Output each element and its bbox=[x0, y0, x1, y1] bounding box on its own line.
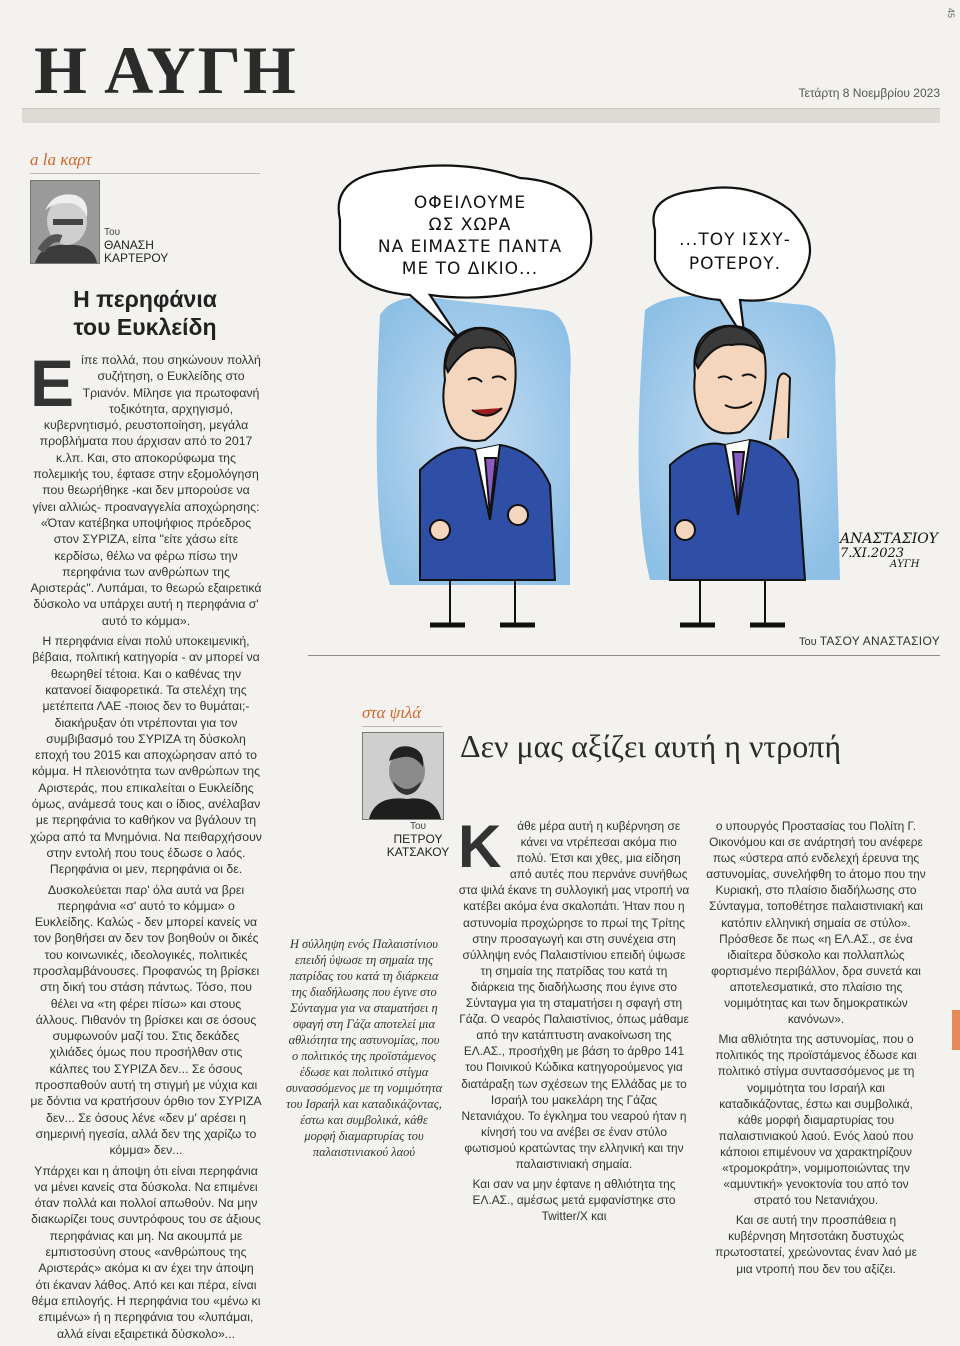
column-paragraph-1: ίπε πολλά, που σηκώνουν πολλή συζήτηση, ο Ευκλείδης στο Τριανόν. Μίλησε για πρωτοφανή τοξικότητα, αρχηγισμό, κυβερνητισμό, ρευστοποίηση, μεγάλα προβλήματα που άρχισαν από το 2017 κ.λπ. Και, στο αποκορύφωμα της πολεμικής του, έφτασε στην εξομολόγηση που θεωρήθηκε -και δεν μπορούσε να γίνει αλλιώς- προαναγγελία αποχώρησης: «Όταν κατέβηκα υποψήφιος πρόεδρος στον ΣΥΡΙΖΑ, είπα "είτε χάσω είτε κερδίσω, θέλω να φέρω πίσω την περηφάνια των ανθρώπων της Αριστεράς". Λυπάμαι, το θεωρώ εξαιρετικά δύσκολο να υπάρχει αυτή η περηφάνια σ' αυτό το κόμμα». bbox=[30, 353, 262, 628]
article-author-last-name: ΚΑΤΣΑΚΟΥ bbox=[386, 845, 450, 860]
article-column-1 bbox=[458, 813, 690, 1228]
article-author-first-name: ΠΕΤΡΟΥ bbox=[393, 831, 443, 846]
bubble-1-line-2: ΩΣ ΧΩΡΑ bbox=[428, 215, 512, 235]
masthead: Η ΑΥΓΗ bbox=[34, 32, 298, 108]
article-dropcap: Κ bbox=[458, 813, 502, 880]
column-dropcap: Ε bbox=[30, 346, 75, 420]
issue-date: Τετάρτη 8 Νοεμβρίου 2023 bbox=[798, 86, 940, 100]
column-kicker: a la καρτ bbox=[30, 150, 92, 169]
cartoon-signature-paper: ΑΥΓΗ bbox=[890, 559, 920, 571]
column-rule bbox=[30, 173, 260, 174]
author-first-name: ΘΑΝΑΣΗ bbox=[104, 237, 154, 252]
column-title-line-2: του Ευκλείδη bbox=[73, 313, 217, 340]
bubble-1-line-4: ΜΕ ΤΟ ΔΙΚΙΟ... bbox=[401, 259, 539, 279]
cartoon-credit bbox=[799, 634, 940, 648]
article-author-prefix: Του bbox=[409, 821, 427, 832]
article-col1-paragraph-2: Και σαν να μην έφτανε η αθλιότητα της ΕΛ.ΑΣ., αμέσως μετά εμφανίστηκε στο Twitter/X και bbox=[472, 1177, 676, 1224]
article-pullquote: Η σύλληψη ενός Παλαιστίνιου επειδή ύψωσε τη σημαία της πατρίδας του κατά τη διάρκεια της διαδήλωσης που έγινε στο Σύνταγμα για να σταματήσει η σφαγή στη Γάζα αποτελεί μια αθλιότητα της αστυνομίας, που ο πολιτικός της προϊστάμενος έδωσε και πολιτικό στίγμα συνασσόμενος με τη νομιμότητα του Ισραήλ και καταδικάζοντας, έστω και συμβολικά, κάθε μορφή διαμαρτυρίας του παλαιστινιακού λαού bbox=[285, 937, 443, 1159]
cartoon-signature-date: 7.XI.2023 bbox=[840, 545, 905, 561]
bubble-1-line-1: ΟΦΕΙΛΟΥΜΕ bbox=[413, 193, 527, 213]
author-photo bbox=[30, 180, 100, 264]
author-last-name: ΚΑΡΤΕΡΟΥ bbox=[104, 251, 169, 266]
column-title-line-1: Η περηφάνια bbox=[73, 286, 217, 312]
article-kicker-rule bbox=[362, 726, 442, 727]
article-col2-paragraph-1: ο υπουργός Προστασίας του Πολίτη Γ. Οικονόμου και σε ανάρτησή του ανέφερε πως «ύστερα από ενδελεχή έρευνα της αστυνομίας, συνελήφθη το άτομο που την Κυριακή, στο πλαίσιο διαδήλωσης στο Σύνταγμα, τοποθέτησε παλαιστινιακή και κατόπιν ελληνική σημαία σε στύλο». Πρόσθεσε δε πως «η ΕΛ.ΑΣ., σε ένα ιδιαίτερα δύσκολο και πολλαπλώς φορτισμένο περιβάλλον, δρα συνετά και αποτελεσματικά, στο πλαίσιο της νομιμότητας και των δημοκρατικών κανόνων». bbox=[706, 819, 926, 1027]
column-paragraph-3: Δυσκολεύεται παρ' όλα αυτά να βρει περηφάνια «σ' αυτό το κόμμα» ο Ευκλείδης. Καλώς - δεν μπορεί κανείς να τον βοηθήσει αν δεν τον βοηθούν οι δικές του κοινωνικές, ιδεολογικές, πολιτικές προσλαμβάνουσες. Προφανώς τη βρίσκει στη δική του στάση πάντως. Τόσο, που θέλει να «τη φέρει πίσω» και στους άλλους. Πιθανόν τη βρίσκει και σε όσους συμφωνούν μαζί του. Στις δεκάδες χιλιάδες όμως που προσήλθαν στις κάλπες του ΣΥΡΙΖΑ δεν... Σε όσους προσπαθούν αυτή τη στιγμή με νύχια και με δόντια να κρατήσουν όρθιο τον ΣΥΡΙΖΑ δεν... Σε όσους λένε «δεν μ' αρέσει η σημερινή ηγεσία, αλλά δεν της χαρίζω το κόμμα» δεν... bbox=[30, 882, 262, 1158]
article-col2-paragraph-3: Και σε αυτή την προσπάθεια η κυβέρνηση Μητσοτάκη δυστυχώς πρωτοστατεί, χρεώνοντας έναν λαό με μια ντροπή που δεν του αξίζει. bbox=[715, 1213, 917, 1276]
cartoon-signature: ΑΝΑΣΤΑΣΙΟΥ bbox=[840, 531, 938, 547]
article-kicker: στα ψιλά bbox=[362, 703, 422, 722]
cartoon-divider bbox=[308, 655, 940, 656]
cartoon bbox=[300, 140, 940, 630]
page-number: 45 bbox=[946, 8, 956, 19]
column-paragraph-4: Υπάρχει και η άποψη ότι είναι περηφάνια να μένει κανείς στα δύσκολα. Να επιμένει όταν πολλά και πολλοί απωθούν. Να μην διακωρίζει τους συντρόφους του σε άξιους περηφάνιας και μη. Να ακουμπά με εμπιστοσύνη στους «ανθρώπους της Αριστεράς» ακόμα κι αν έχει την άποψη ότι έκαναν λάθος. Από κει και πέρα, είναι θέμα επιλογής. Η περηφάνια του «μένω κι επιμένω» ή η περηφάνια του «λυπάμαι, αλλά είναι εξαιρετικά δύσκολο»... bbox=[31, 1163, 261, 1341]
page-edge-tab bbox=[952, 1010, 960, 1050]
cartoon-credit-name: ΤΑΣΟΥ ΑΝΑΣΤΑΣΙΟΥ bbox=[819, 634, 940, 648]
article-column-2 bbox=[706, 818, 926, 1281]
bubble-1-line-3: ΝΑ ΕΙΜΑΣΤΕ ΠΑΝΤΑ bbox=[377, 237, 563, 257]
author-prefix: Του bbox=[104, 227, 121, 238]
column-body bbox=[30, 346, 262, 1346]
header-band bbox=[22, 108, 940, 123]
article-col1-paragraph-1: άθε μέρα αυτή η κυβέρνηση σε κάνει να ντρέπεσαι ακόμα πιο πολύ. Έτσι και χθες, μια είδηση από αυτές που περνάνε συνήθως στα ψιλά έκανε τη συλλογική μας ντροπή να κατέβει ακόμα ένα σκαλοπάτι. Ήταν που η αστυνομία προχώρησε το πρωί της Τρίτης στην προσαγωγή και στη συνέχεια στη σύλληψη ενός Παλαιστίνιου επειδή ύψωσε τη σημαία της πατρίδας του κατά τη διάρκεια της διαδήλωσης που έγινε στο Σύνταγμα για τη σταματήσει η σφαγή στη Γάζα. Ο νεαρός Παλαιστίνιος, όπως μάθαμε από την κατάπτυστη ανακοίνωση της ΕΛ.ΑΣ., προσήχθη με βάση το άρθρο 141 του Ποινικού Κώδικα κατηγορούμενος για διατάραξη των σχέσεων της Ελλάδας με το Ισραήλ του μακελάρη της Γάζας Νετανιάχου. Το έγκλημα του νεαρού ήταν η κίνησή του να ανέβει σε έναν στύλο φωτισμού κρατώντας την ελληνική και την παλαιστινιακή σημαία. bbox=[458, 819, 690, 1171]
bubble-2-line-2: ΡΟΤΕΡΟΥ. bbox=[688, 254, 782, 274]
article-author-photo bbox=[362, 732, 444, 820]
article-col2-paragraph-2: Μια αθλιότητα της αστυνομίας, που ο πολιτικός της προϊστάμενος έδωσε και πολιτικό στίγμα συντασσόμενος με τη νομιμότητα του Ισραήλ και καταδικάζοντας, έστω και συμβολικά, κάθε μορφή διαμαρτυρίας του παλαιστινιακού λαού. Ενός λαού που κάποιοι επιμένουν να χαρακτηρίζουν «τρομοκράτη», νομιμοποιώντας την «αμυντική» γενοκτονία του από τον στρατό του Νετανιάχου. bbox=[715, 1032, 917, 1208]
cartoon-credit-prefix: Του bbox=[798, 636, 817, 648]
column-paragraph-2: Η περηφάνια είναι πολύ υποκειμενική, βέβαια, πολιτική κατηγορία - αν μπορεί να θεωρηθεί τέτοια. Και ο καθένας την κατανοεί διαφορετικά. Τα στελέχη της μετέπειτα ΛΑΕ -ποιος δεν το θυμάται;- διακήρυξαν ότι ντρέπονται για τον συμβιβασμό του ΣΥΡΙΖΑ τη δύσκολη εποχή του 2015 και αποχώρησαν από το κόμμα. Η πλειονότητα των ανθρώπων της Αριστεράς, που επικαλείται ο Ευκλείδης όμως, ανάμεσά τους και ο ίδιος, ανέλαβαν με περηφάνια το καθήκον να βγάλουν τη χώρα από τα Μνημόνια. Να πειθαρχήσουν στην εντολή που τους έδωσε ο λαός. Περηφάνια οι μεν, περηφάνια οι δε. bbox=[30, 634, 262, 877]
article-title: Δεν μας αξίζει αυτή η ντροπή bbox=[460, 728, 842, 764]
bubble-2-line-1: ...ΤΟΥ ΙΣΧΥ- bbox=[679, 230, 791, 250]
